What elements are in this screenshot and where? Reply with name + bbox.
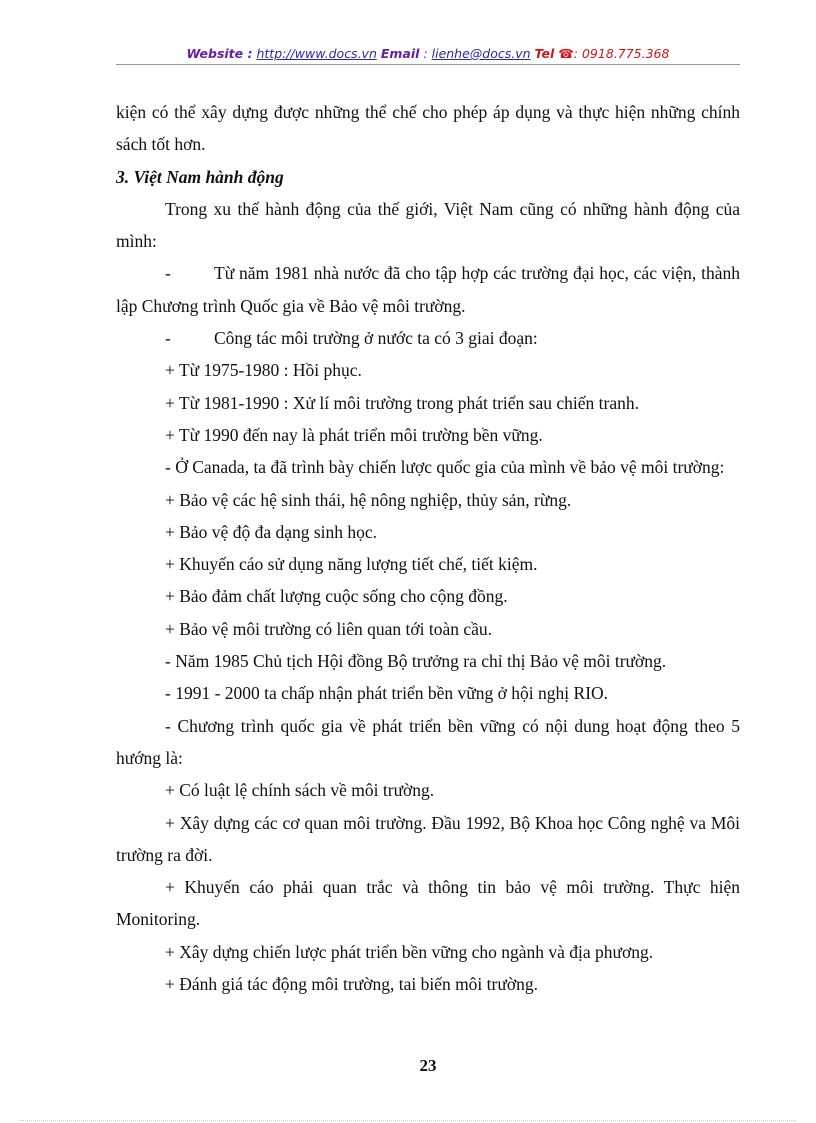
paragraph: - 1991 - 2000 ta chấp nhận phát triển bền vững ở hội nghị RIO. — [165, 683, 609, 704]
email-separator: : — [423, 46, 428, 61]
list-item: + Từ 1990 đến nay là phát triển môi trường bền vững. — [165, 424, 543, 445]
dash-item-text: Từ năm 1981 nhà nước đã cho tập hợp các trường đại học, các viện, thành lập Chương trình Quốc gia về Bảo vệ môi trường. — [116, 263, 740, 316]
section-heading: 3. Việt Nam hành động — [116, 166, 284, 187]
paragraph: - Chương trình quốc gia về phát triển bền vững có nội dung hoạt động theo 5 hướng là: — [116, 715, 740, 768]
list-item: + Có luật lệ chính sách về môi trường. — [165, 780, 435, 801]
dash-list-item — [116, 322, 740, 354]
tel-label: Tel — [534, 46, 555, 61]
phone-icon: ☎ — [558, 46, 574, 61]
paragraph: + Khuyến cáo phải quan trắc và thông tin bảo vệ môi trường. Thực hiện Monitoring. — [116, 877, 740, 930]
header-divider — [116, 64, 740, 65]
email-label: Email — [380, 46, 420, 61]
list-item: + Xây dựng chiến lược phát triển bền vững cho ngành và địa phương. — [165, 941, 654, 962]
list-item: + Bảo đảm chất lượng cuộc sống cho cộng đồng. — [165, 586, 508, 607]
paragraph: - Ở Canada, ta đã trình bày chiến lược quốc gia của mình về bảo vệ môi trường: — [165, 457, 725, 478]
website-link[interactable]: http://www.docs.vn — [256, 46, 377, 61]
dash-marker: - — [165, 263, 171, 284]
list-item: + Khuyến cáo sử dụng năng lượng tiết chế, tiết kiệm. — [165, 554, 538, 575]
list-item: + Từ 1975-1980 : Hồi phục. — [165, 360, 362, 381]
list-item: + Bảo vệ độ đa dạng sinh học. — [165, 521, 378, 542]
page-header — [116, 44, 740, 64]
paragraph: Trong xu thế hành động của thế giới, Việt Nam cũng có những hành động của mình: — [116, 198, 740, 252]
page-bottom-divider — [20, 1120, 796, 1121]
paragraph: + Xây dựng các cơ quan môi trường. Đầu 1992, Bộ Khoa học Công nghệ va Môi trường ra đời. — [116, 812, 740, 865]
document-body — [116, 96, 740, 1000]
page-number: 23 — [419, 1056, 437, 1075]
paragraph: - Năm 1985 Chủ tịch Hội đồng Bộ trưởng ra chỉ thị Bảo vệ môi trường. — [165, 651, 667, 672]
list-item: + Từ 1981-1990 : Xử lí môi trường trong phát triển sau chiến tranh. — [165, 392, 639, 413]
dash-marker: - — [165, 328, 171, 349]
tel-value: : 0918.775.368 — [573, 46, 670, 61]
dash-item-text: Công tác môi trường ở nước ta có 3 giai đoạn: — [214, 328, 538, 349]
list-item: + Bảo vệ các hệ sinh thái, hệ nông nghiệp, thủy sản, rừng. — [165, 489, 572, 510]
dash-list-item — [116, 257, 740, 322]
website-label: Website : — [186, 46, 253, 61]
list-item: + Bảo vệ môi trường có liên quan tới toàn cầu. — [165, 618, 493, 639]
email-link[interactable]: lienhe@docs.vn — [431, 46, 531, 61]
list-item: + Đánh giá tác động môi trường, tai biến môi trường. — [165, 974, 538, 995]
paragraph: kiện có thể xây dựng được những thể chế cho phép áp dụng và thực hiện những chính sách tốt hơn. — [116, 102, 740, 155]
